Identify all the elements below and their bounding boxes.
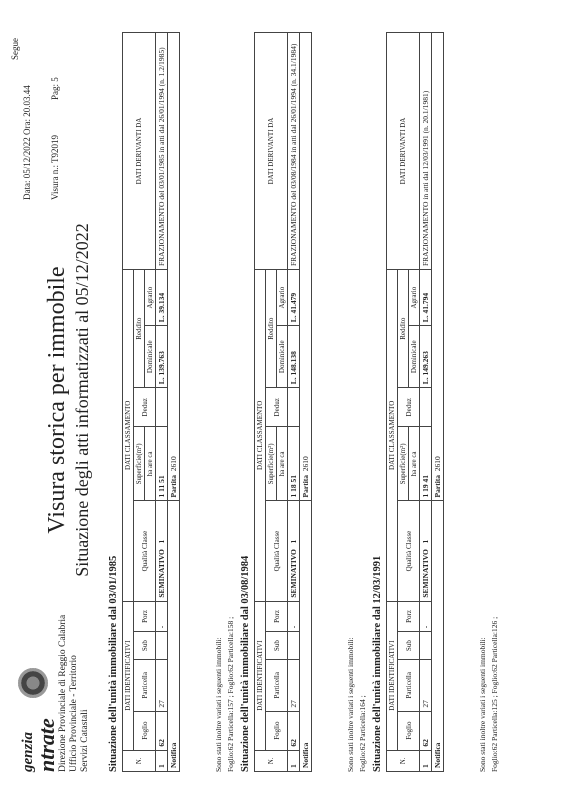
qualita-text: SEMINATIVO xyxy=(421,549,430,598)
col-agrario: Agrario xyxy=(277,270,288,326)
col-ha-are-ca: ha are ca xyxy=(277,427,288,501)
notifica-label: Notifica xyxy=(168,501,180,772)
partita-label: Partita xyxy=(169,474,178,498)
col-particella: Particella xyxy=(266,659,288,711)
note-line: Foglio:62 Particella:125 ; Foglio:62 Particella:126 ; xyxy=(490,616,499,772)
cell-n: 1 xyxy=(156,750,168,771)
partita-value: 2610 xyxy=(169,456,178,472)
col-deduz: Deduz xyxy=(134,388,156,427)
cell-dominicale: L. 149.263 xyxy=(420,326,432,388)
col-dati-derivanti: DATI DERIVANTI DA xyxy=(123,33,156,270)
cell-porz: - xyxy=(420,601,432,632)
notifica-label: Notifica xyxy=(300,501,312,772)
cell-superficie: 1 19 41 xyxy=(420,427,432,501)
col-particella: Particella xyxy=(398,659,420,711)
note-line: Sono stati inoltre variati i seguenti immobili: xyxy=(214,637,223,772)
col-n: N. xyxy=(387,750,420,771)
col-n: N. xyxy=(123,750,156,771)
logo-line1: genzia xyxy=(20,731,36,772)
cell-n: 1 xyxy=(288,750,300,771)
qualita-text: SEMINATIVO xyxy=(157,549,166,598)
cell-qualita xyxy=(420,501,432,601)
col-dati-derivanti: DATI DERIVANTI DA xyxy=(255,33,288,270)
col-qualita-classe: Qualità Classe xyxy=(134,501,156,601)
col-porz: Porz xyxy=(398,601,420,632)
cell-deduz xyxy=(420,388,432,427)
cell-particella: 27 xyxy=(156,659,168,711)
col-deduz: Deduz xyxy=(266,388,288,427)
qualita-text: SEMINATIVO xyxy=(289,549,298,598)
col-porz: Porz xyxy=(266,601,288,632)
col-sub: Sub xyxy=(134,632,156,660)
segue-label: Segue xyxy=(10,38,20,60)
cell-dominicale: L. 148.138 xyxy=(288,326,300,388)
cell-deduz xyxy=(156,388,168,427)
page-title: Visura storica per immobile xyxy=(44,266,70,534)
cell-n: 1 xyxy=(420,750,432,771)
section-heading: Situazione dell'unità immobiliare dal 12/03/1991 xyxy=(372,555,383,772)
cell-agrario: L. 41.794 xyxy=(420,270,432,326)
note-line: Sono stati inoltre variati i seguenti immobili: xyxy=(478,637,487,772)
page-number: Pag: 5 xyxy=(50,77,60,100)
office-line: Direzione Provinciale di Reggio Calabria xyxy=(58,614,68,772)
cell-foglio: 62 xyxy=(420,711,432,750)
situazione-table xyxy=(386,32,444,772)
cell-superficie: 1 18 51 xyxy=(288,427,300,501)
col-reddito: Reddito xyxy=(266,270,277,388)
cell-deduz xyxy=(288,388,300,427)
cell-particella: 27 xyxy=(420,659,432,711)
partita-value: 2610 xyxy=(301,456,310,472)
col-n: N. xyxy=(255,750,288,771)
col-agrario: Agrario xyxy=(409,270,420,326)
office-line: Ufficio Provinciale - Territorio xyxy=(69,655,79,772)
note-line: Sono stati inoltre variati i seguenti immobili: xyxy=(346,637,355,772)
table-row xyxy=(156,33,168,772)
col-dati-identificativi: DATI IDENTIFICATIVI xyxy=(123,601,134,750)
col-sub: Sub xyxy=(266,632,288,660)
situazione-table xyxy=(254,32,312,772)
col-qualita-classe: Qualità Classe xyxy=(398,501,420,601)
table-row xyxy=(420,33,432,772)
col-foglio: Foglio xyxy=(398,711,420,750)
col-dominicale: Dominicale xyxy=(409,326,420,388)
classe-text: 1 xyxy=(289,539,298,544)
partita-label: Partita xyxy=(433,474,442,498)
date-time: Data: 05/12/2022 Ora: 20.03.44 xyxy=(22,85,32,200)
cell-porz: - xyxy=(288,601,300,632)
table-row xyxy=(288,33,300,772)
col-dati-classamento: DATI CLASSAMENTO xyxy=(387,270,398,602)
cell-qualita xyxy=(288,501,300,601)
partita-value: 2610 xyxy=(433,456,442,472)
col-dominicale: Dominicale xyxy=(145,326,156,388)
office-line: Servizi Catastali xyxy=(80,709,90,772)
col-ha-are-ca: ha are ca xyxy=(145,427,156,501)
cell-agrario: L. 39.134 xyxy=(156,270,168,326)
col-ha-are-ca: ha are ca xyxy=(409,427,420,501)
section-heading: Situazione dell'unità immobiliare dal 03/08/1984 xyxy=(240,555,251,772)
notifica-label: Notifica xyxy=(432,501,444,772)
col-dati-identificativi: DATI IDENTIFICATIVI xyxy=(255,601,266,750)
cell-superficie: 1 11 51 xyxy=(156,427,168,501)
col-particella: Particella xyxy=(134,659,156,711)
col-superficie: Superficie(m²) xyxy=(134,427,145,501)
classe-text: 1 xyxy=(421,539,430,544)
partita-label: Partita xyxy=(301,474,310,498)
col-porz: Porz xyxy=(134,601,156,632)
situazione-table xyxy=(122,32,180,772)
col-reddito: Reddito xyxy=(398,270,409,388)
classe-text: 1 xyxy=(157,539,166,544)
cell-dominicale: L. 139.763 xyxy=(156,326,168,388)
visura-number: Visura n.: T92019 xyxy=(50,134,60,200)
note-line: Foglio:62 Particella:157 ; Foglio:62 Particella:158 ; xyxy=(226,616,235,772)
logo-line2: ntrate xyxy=(34,718,59,772)
cell-particella: 27 xyxy=(288,659,300,711)
cell-derivanti: FRAZIONAMENTO in atti dal 12/03/1991 (n. 20.1/1981) xyxy=(420,33,432,270)
cell-agrario: L. 41.479 xyxy=(288,270,300,326)
col-dati-derivanti: DATI DERIVANTI DA xyxy=(387,33,420,270)
cell-sub xyxy=(288,632,300,660)
col-qualita-classe: Qualità Classe xyxy=(266,501,288,601)
partita-cell xyxy=(168,33,180,501)
cell-derivanti: FRAZIONAMENTO del 03/08/1984 in atti dal 26/01/1994 (n. 34.1/1984) xyxy=(288,33,300,270)
cell-foglio: 62 xyxy=(288,711,300,750)
col-agrario: Agrario xyxy=(145,270,156,326)
col-superficie: Superficie(m²) xyxy=(398,427,409,501)
col-foglio: Foglio xyxy=(134,711,156,750)
cell-sub xyxy=(420,632,432,660)
col-dati-classamento: DATI CLASSAMENTO xyxy=(255,270,266,602)
page-subtitle: Situazione degli atti informatizzati al 05/12/2022 xyxy=(72,223,92,577)
col-foglio: Foglio xyxy=(266,711,288,750)
col-reddito: Reddito xyxy=(134,270,145,388)
cell-qualita xyxy=(156,501,168,601)
partita-cell xyxy=(300,33,312,501)
col-dati-identificativi: DATI IDENTIFICATIVI xyxy=(387,601,398,750)
cell-foglio: 62 xyxy=(156,711,168,750)
cell-porz: - xyxy=(156,601,168,632)
partita-cell xyxy=(432,33,444,501)
col-dati-classamento: DATI CLASSAMENTO xyxy=(123,270,134,602)
col-superficie: Superficie(m²) xyxy=(266,427,277,501)
note-line: Foglio:62 Particella:164 ; xyxy=(358,695,367,772)
col-deduz: Deduz xyxy=(398,388,420,427)
col-dominicale: Dominicale xyxy=(277,326,288,388)
col-sub: Sub xyxy=(398,632,420,660)
cell-derivanti: FRAZIONAMENTO del 03/01/1985 in atti dal 26/01/1994 (n. 1.2/1985) xyxy=(156,33,168,270)
cell-sub xyxy=(156,632,168,660)
section-heading: Situazione dell'unità immobiliare dal 03/01/1985 xyxy=(108,555,119,772)
